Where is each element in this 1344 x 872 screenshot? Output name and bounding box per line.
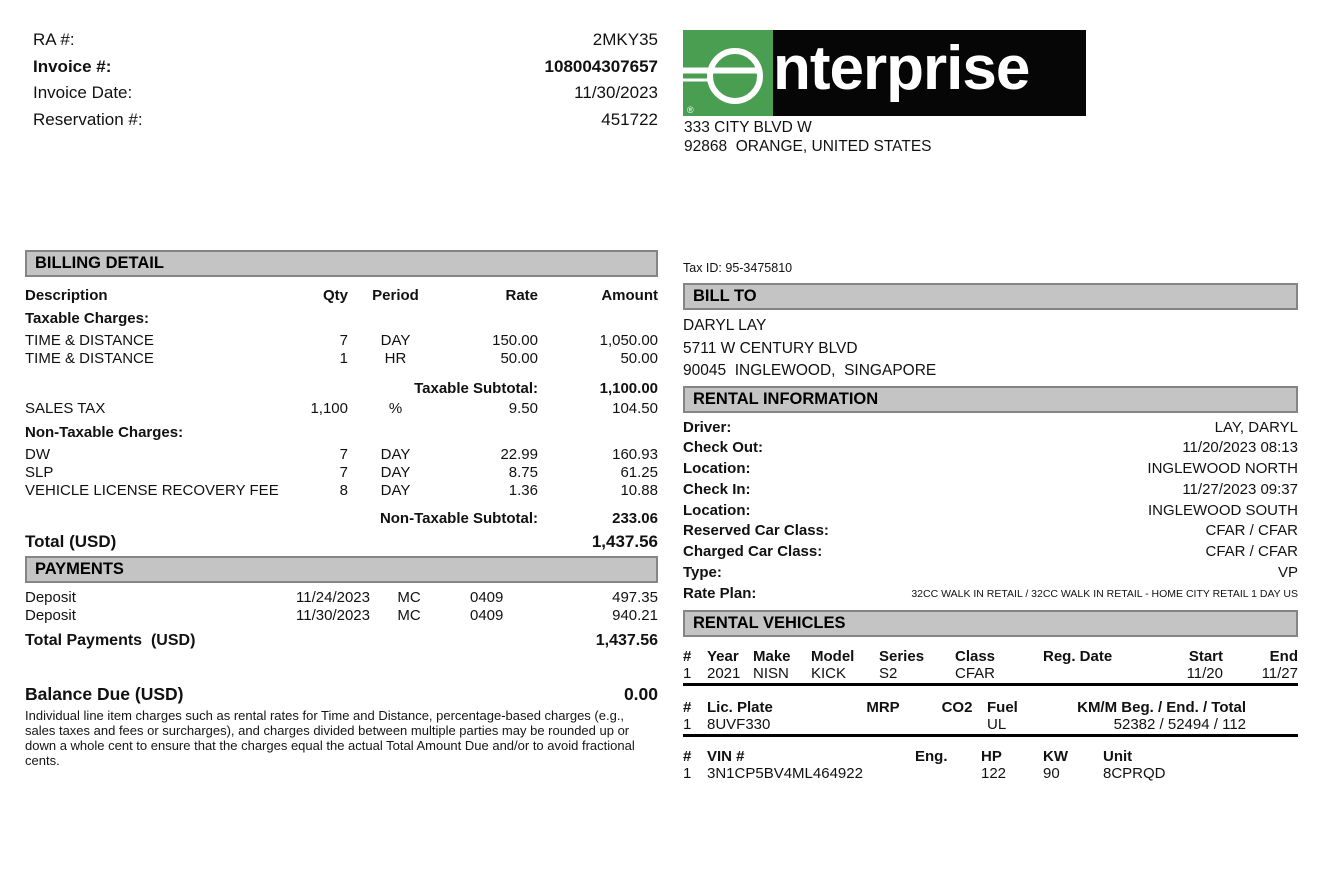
ra-number-row bbox=[33, 27, 658, 54]
vin-hp: 122 bbox=[981, 764, 1007, 782]
location-label: Location: bbox=[683, 501, 751, 519]
payments-total-label: Total Payments (USD) bbox=[25, 632, 196, 649]
location-label: Location: bbox=[683, 460, 751, 478]
vin-value: 3N1CP5BV4ML464922 bbox=[707, 764, 863, 782]
reservation-number-value: 451722 bbox=[601, 109, 658, 129]
driver-row bbox=[683, 418, 1298, 439]
invoice-date-value: 11/30/2023 bbox=[574, 83, 658, 102]
vin-eng bbox=[915, 765, 981, 782]
payment-amount: 940.21 bbox=[612, 607, 658, 624]
vehicle-header-year: Year bbox=[707, 647, 739, 665]
vin-header-hp: HP bbox=[981, 747, 1002, 765]
billing-rate: 8.75 bbox=[508, 464, 538, 481]
plate-header-num: # bbox=[683, 698, 692, 716]
nontaxable-subtotal-amount: 233.06 bbox=[612, 510, 658, 527]
vin-header-unit: Unit bbox=[1103, 747, 1133, 765]
rental-information-section-header: RENTAL INFORMATION bbox=[683, 386, 1298, 413]
vehicle-model: KICK bbox=[811, 664, 847, 682]
balance-due-row bbox=[25, 683, 658, 705]
check-in-row bbox=[683, 480, 1298, 501]
billing-amount: 104.50 bbox=[612, 400, 658, 417]
vin-kw: 90 bbox=[1043, 764, 1060, 782]
plate-table-headers bbox=[683, 699, 1298, 716]
location-value: INGLEWOOD SOUTH bbox=[1147, 501, 1298, 519]
branch-address-line1: 333 CITY BLVD W bbox=[684, 119, 812, 136]
location-value: INGLEWOOD NORTH bbox=[1147, 460, 1298, 478]
branch-address-line2: 92868 ORANGE, UNITED STATES bbox=[684, 137, 932, 155]
plate-header-km: KM/M Beg. / End. / Total bbox=[1077, 698, 1246, 716]
plate-co2 bbox=[927, 716, 987, 733]
type-value: VP bbox=[1277, 564, 1298, 582]
vehicle-header-model: Model bbox=[811, 647, 855, 665]
rental-information-rows bbox=[683, 418, 1298, 605]
billing-amount: 160.93 bbox=[612, 446, 658, 463]
rate-plan-row bbox=[683, 584, 1298, 605]
bill-to-name: DARYL LAY bbox=[683, 317, 767, 334]
billing-description: SLP bbox=[25, 464, 54, 481]
billing-rate: 9.50 bbox=[508, 400, 538, 417]
bill-to-section-header: BILL TO bbox=[683, 283, 1298, 310]
enterprise-wordmark-text: nterprise bbox=[773, 34, 1030, 103]
column-header-period: Period bbox=[372, 287, 419, 304]
enterprise-e-glyph-icon bbox=[683, 30, 773, 116]
billing-row bbox=[25, 350, 658, 368]
ra-number-label: RA #: bbox=[33, 30, 75, 49]
invoice-meta bbox=[33, 27, 658, 133]
billing-rate: 22.99 bbox=[500, 446, 538, 463]
check-out-value: 11/20/2023 08:13 bbox=[1182, 439, 1298, 457]
billing-row bbox=[25, 482, 658, 500]
payment-amount: 497.35 bbox=[612, 589, 658, 606]
balance-due-label: Balance Due (USD) bbox=[25, 684, 184, 704]
vehicle-header-start: Start bbox=[1188, 647, 1223, 665]
column-header-qty: Qty bbox=[322, 287, 348, 304]
vehicle-series: S2 bbox=[879, 664, 898, 682]
sales-tax-row bbox=[25, 400, 658, 418]
invoice-number-label: Invoice #: bbox=[33, 56, 112, 76]
charged-car-class-label: Charged Car Class: bbox=[683, 543, 823, 561]
plate-lic-plate: 8UVF330 bbox=[707, 715, 771, 733]
rental-vehicles-section-header: RENTAL VEHICLES bbox=[683, 610, 1298, 637]
vehicle-year: 2021 bbox=[707, 664, 741, 682]
billing-period: DAY bbox=[380, 446, 411, 463]
billing-amount: 50.00 bbox=[620, 350, 658, 367]
ra-number-value: 2MKY35 bbox=[592, 30, 658, 49]
vehicle-reg-date bbox=[1043, 665, 1155, 682]
plate-header-mrp: MRP bbox=[866, 698, 900, 716]
vehicle-table-headers bbox=[683, 648, 1298, 665]
payment-description: Deposit bbox=[25, 607, 76, 624]
invoice-date-row bbox=[33, 80, 658, 107]
invoice-number-value: 108004307657 bbox=[544, 56, 658, 76]
check-in-value: 11/27/2023 09:37 bbox=[1182, 480, 1298, 498]
plate-table-row bbox=[683, 716, 1298, 737]
vin-unit: 8CPRQD bbox=[1103, 764, 1166, 782]
billing-qty: 8 bbox=[339, 482, 348, 499]
rate-plan-value: 32CC WALK IN RETAIL / 32CC WALK IN RETAIL - HOME CITY RETAIL 1 DAY US bbox=[911, 587, 1298, 600]
billing-rate: 50.00 bbox=[500, 350, 538, 367]
plate-km-values: 52382 / 52494 / 112 bbox=[1113, 715, 1246, 733]
driver-label: Driver: bbox=[683, 418, 732, 436]
billing-qty: 7 bbox=[339, 332, 348, 349]
vin-table-headers bbox=[683, 748, 1298, 765]
registered-trademark-icon: ® bbox=[687, 105, 694, 115]
column-header-amount: Amount bbox=[601, 287, 658, 304]
billing-row bbox=[25, 446, 658, 464]
billing-qty: 1 bbox=[339, 350, 348, 367]
reserved-car-class-label: Reserved Car Class: bbox=[683, 522, 829, 540]
taxable-charges-group-label: Taxable Charges: bbox=[25, 310, 149, 327]
billing-description: TIME & DISTANCE bbox=[25, 332, 154, 349]
check-out-location-row bbox=[683, 459, 1298, 480]
check-in-location-row bbox=[683, 501, 1298, 522]
charged-car-class-row bbox=[683, 542, 1298, 563]
payments-total-amount: 1,437.56 bbox=[595, 632, 658, 649]
billing-column bbox=[25, 250, 658, 768]
billing-amount: 10.88 bbox=[620, 482, 658, 499]
rental-column bbox=[683, 261, 1298, 782]
vehicle-header-series: Series bbox=[879, 647, 925, 665]
taxable-subtotal-label: Taxable Subtotal: bbox=[414, 380, 538, 397]
vehicle-header-end: End bbox=[1269, 647, 1298, 665]
billing-total-row bbox=[25, 531, 658, 553]
vehicle-header-num: # bbox=[683, 647, 692, 665]
type-label: Type: bbox=[683, 564, 722, 582]
billing-description: VEHICLE LICENSE RECOVERY FEE bbox=[25, 482, 279, 499]
payment-method: MC bbox=[397, 607, 421, 624]
vin-header-eng: Eng. bbox=[915, 747, 948, 765]
billing-period: % bbox=[388, 400, 403, 417]
nontaxable-charges-group-label: Non-Taxable Charges: bbox=[25, 424, 184, 441]
payment-method: MC bbox=[397, 589, 421, 606]
plate-header-fuel: Fuel bbox=[987, 698, 1018, 716]
bill-to-city: 90045 INGLEWOOD, SINGAPORE bbox=[683, 362, 937, 379]
taxable-subtotal-row bbox=[25, 380, 658, 398]
vehicle-num: 1 bbox=[683, 664, 692, 682]
vin-table-row bbox=[683, 765, 1298, 782]
type-row bbox=[683, 563, 1298, 584]
nontaxable-subtotal-label: Non-Taxable Subtotal: bbox=[379, 510, 538, 527]
billing-row bbox=[25, 464, 658, 482]
billing-amount: 1,050.00 bbox=[599, 332, 658, 349]
billing-total-amount: 1,437.56 bbox=[591, 532, 658, 551]
plate-mrp bbox=[839, 716, 927, 733]
billing-qty: 7 bbox=[339, 464, 348, 481]
billing-row bbox=[25, 332, 658, 350]
vehicle-make: NISN bbox=[753, 664, 789, 682]
driver-value: LAY, DARYL bbox=[1214, 418, 1298, 436]
billing-amount: 61.25 bbox=[620, 464, 658, 481]
billing-period: DAY bbox=[380, 464, 411, 481]
enterprise-logo bbox=[683, 30, 1086, 116]
billing-description: TIME & DISTANCE bbox=[25, 350, 154, 367]
billing-total-label: Total (USD) bbox=[25, 532, 117, 551]
enterprise-logo-e-icon bbox=[683, 30, 773, 116]
vin-num: 1 bbox=[683, 764, 692, 782]
billing-description: DW bbox=[25, 446, 50, 463]
vehicle-header-reg-date: Reg. Date bbox=[1043, 647, 1113, 665]
reservation-number-row bbox=[33, 107, 658, 134]
payment-row bbox=[25, 589, 658, 607]
plate-header-lic-plate: Lic. Plate bbox=[707, 698, 773, 716]
billing-qty: 7 bbox=[339, 446, 348, 463]
billing-column-headers bbox=[25, 287, 658, 305]
vehicle-header-make: Make bbox=[753, 647, 791, 665]
payment-row bbox=[25, 607, 658, 625]
vin-header-vin: VIN # bbox=[707, 747, 745, 765]
vehicle-end-date: 11/27 bbox=[1261, 664, 1298, 682]
rounding-disclaimer: Individual line item charges such as rental rates for Time and Distance, percentage-based charges (e.g., sales taxes and fees or surcharges), and charges divided between multiple parties may be rounded up or down a whole cent to ensure that the charges equal the actual Total Amount Due and/or to avoid fractional cents. bbox=[25, 708, 635, 768]
reserved-car-class-value: CFAR / CFAR bbox=[1205, 522, 1298, 540]
column-header-description: Description bbox=[25, 287, 108, 304]
plate-num: 1 bbox=[683, 715, 692, 733]
check-in-label: Check In: bbox=[683, 480, 751, 498]
payment-card-digits: 0409 bbox=[470, 607, 504, 624]
balance-due-amount: 0.00 bbox=[623, 684, 658, 704]
billing-detail-section-header: BILLING DETAIL bbox=[25, 250, 658, 277]
plate-fuel: UL bbox=[987, 715, 1007, 733]
plate-header-co2: CO2 bbox=[941, 698, 973, 716]
vin-header-num: # bbox=[683, 747, 692, 765]
billing-rate: 1.36 bbox=[508, 482, 538, 499]
nontaxable-subtotal-row bbox=[25, 510, 658, 528]
reservation-number-label: Reservation #: bbox=[33, 109, 143, 129]
bill-to-street: 5711 W CENTURY BLVD bbox=[683, 339, 858, 357]
rate-plan-label: Rate Plan: bbox=[683, 584, 757, 602]
enterprise-logo-wordmark bbox=[773, 30, 1086, 116]
check-out-row bbox=[683, 438, 1298, 459]
billing-rate: 150.00 bbox=[492, 332, 538, 349]
payment-card-digits: 0409 bbox=[470, 589, 504, 606]
vehicle-start-date: 11/20 bbox=[1186, 664, 1223, 682]
vehicle-header-class: Class bbox=[955, 647, 996, 665]
vehicle-table-row bbox=[683, 665, 1298, 686]
payments-rows bbox=[25, 589, 658, 625]
payment-date: 11/24/2023 bbox=[296, 589, 370, 606]
tax-id: Tax ID: 95-3475810 bbox=[683, 261, 793, 275]
charged-car-class-value: CFAR / CFAR bbox=[1205, 543, 1298, 561]
billing-period: HR bbox=[384, 350, 407, 367]
invoice-date-label: Invoice Date: bbox=[33, 83, 133, 102]
payments-section-header: PAYMENTS bbox=[25, 556, 658, 583]
billing-period: DAY bbox=[380, 332, 411, 349]
billing-period: DAY bbox=[380, 482, 411, 499]
reserved-car-class-row bbox=[683, 521, 1298, 542]
vehicle-class: CFAR bbox=[955, 664, 996, 682]
taxable-subtotal-amount: 1,100.00 bbox=[599, 380, 658, 397]
payment-description: Deposit bbox=[25, 589, 76, 606]
vin-header-kw: KW bbox=[1043, 747, 1068, 765]
payments-total-row bbox=[25, 631, 658, 651]
branch-address bbox=[684, 119, 932, 156]
check-out-label: Check Out: bbox=[683, 439, 764, 457]
billing-qty: 1,100 bbox=[310, 400, 348, 417]
column-header-rate: Rate bbox=[505, 287, 538, 304]
invoice-number-row bbox=[33, 54, 658, 81]
payment-date: 11/30/2023 bbox=[296, 607, 370, 624]
bill-to-address bbox=[683, 315, 1298, 383]
billing-description: SALES TAX bbox=[25, 400, 106, 417]
